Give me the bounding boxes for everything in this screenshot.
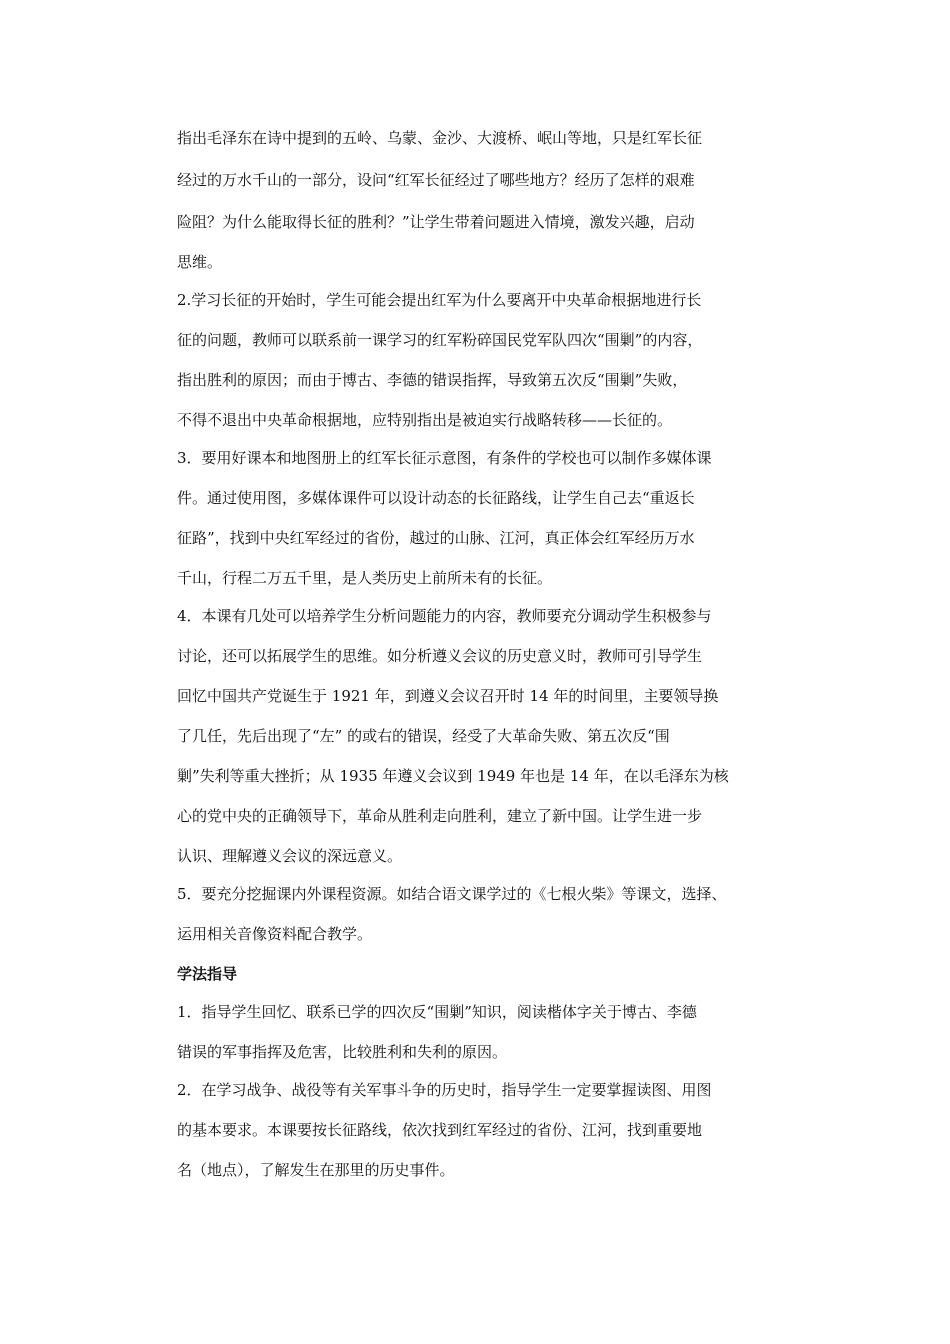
text-line: 回忆中国共产党诞生于 1921 年，到遵义会议召开时 14 年的时间里，主要领导换 <box>177 687 719 705</box>
text-line: 运用相关音像资料配合教学。 <box>177 925 373 943</box>
text-line: 心的党中央的正确领导下，革命从胜利走向胜利，建立了新中国。让学生进一步 <box>177 807 703 825</box>
text-line: 2．在学习战争、战役等有关军事斗争的历史时，指导学生一定要掌握读图、用图 <box>177 1081 712 1099</box>
text-line: 错误的军事指挥及危害，比较胜利和失利的原因。 <box>177 1043 508 1061</box>
text-line: 3．要用好课本和地图册上的红军长征示意图，有条件的学校也可以制作多媒体课 <box>177 449 712 467</box>
text-line: 指出毛泽东在诗中提到的五岭、乌蒙、金沙、大渡桥、岷山等地，只是红军长征 <box>177 129 703 147</box>
text-line: 千山，行程二万五千里，是人类历史上前所未有的长征。 <box>177 569 553 587</box>
text-line: 5．要充分挖掘课内外课程资源。如结合语文课学过的《七根火柴》等课文，选择、 <box>177 885 727 903</box>
text-line: 剿”失利等重大挫折；从 1935 年遵义会议到 1949 年也是 14 年，在以毛泽东为核 <box>177 767 729 785</box>
text-line: 经过的万水千山的一部分，设问“红军长征经过了哪些地方？经历了怎样的艰难 <box>177 171 695 189</box>
text-line: 征路”，找到中央红军经过的省份，越过的山脉、江河，真正体会红军经历万水 <box>177 529 695 547</box>
text-line: 讨论，还可以拓展学生的思维。如分析遵义会议的历史意义时，教师可引导学生 <box>177 647 703 665</box>
text-line: 名（地点），了解发生在那里的历史事件。 <box>177 1161 455 1179</box>
text-line: 不得不退出中央革命根据地，应特别指出是被迫实行战略转移——长征的。 <box>177 411 673 429</box>
text-line: 件。通过使用图，多媒体课件可以设计动态的长征路线，让学生自己去“重返长 <box>177 489 695 507</box>
text-line: 险阻？为什么能取得长征的胜利？”让学生带着问题进入情境，激发兴趣，启动 <box>177 213 695 231</box>
text-line: 4．本课有几处可以培养学生分析问题能力的内容，教师要充分调动学生积极参与 <box>177 607 712 625</box>
text-line: 2.学习长征的开始时，学生可能会提出红军为什么要离开中央革命根据地进行长 <box>177 291 702 309</box>
section-heading: 学法指导 <box>177 965 238 983</box>
text-line: 征的问题，教师可以联系前一课学习的红军粉碎国民党军队四次“围剿”的内容， <box>177 331 703 349</box>
text-line: 认识、理解遵义会议的深远意义。 <box>177 847 403 865</box>
text-line: 的基本要求。本课要按长征路线，依次找到红军经过的省份、江河，找到重要地 <box>177 1121 703 1139</box>
text-line: 指出胜利的原因；而由于博古、李德的错误指挥，导致第五次反“围剿”失败， <box>177 371 688 389</box>
text-line: 1．指导学生回忆、联系已学的四次反“围剿”知识，阅读楷体字关于博古、李德 <box>177 1003 697 1021</box>
text-line: 思维。 <box>177 253 223 271</box>
text-line: 了几任，先后出现了“左” 的或右的错误，经受了大革命失败、第五次反“围 <box>177 727 670 745</box>
